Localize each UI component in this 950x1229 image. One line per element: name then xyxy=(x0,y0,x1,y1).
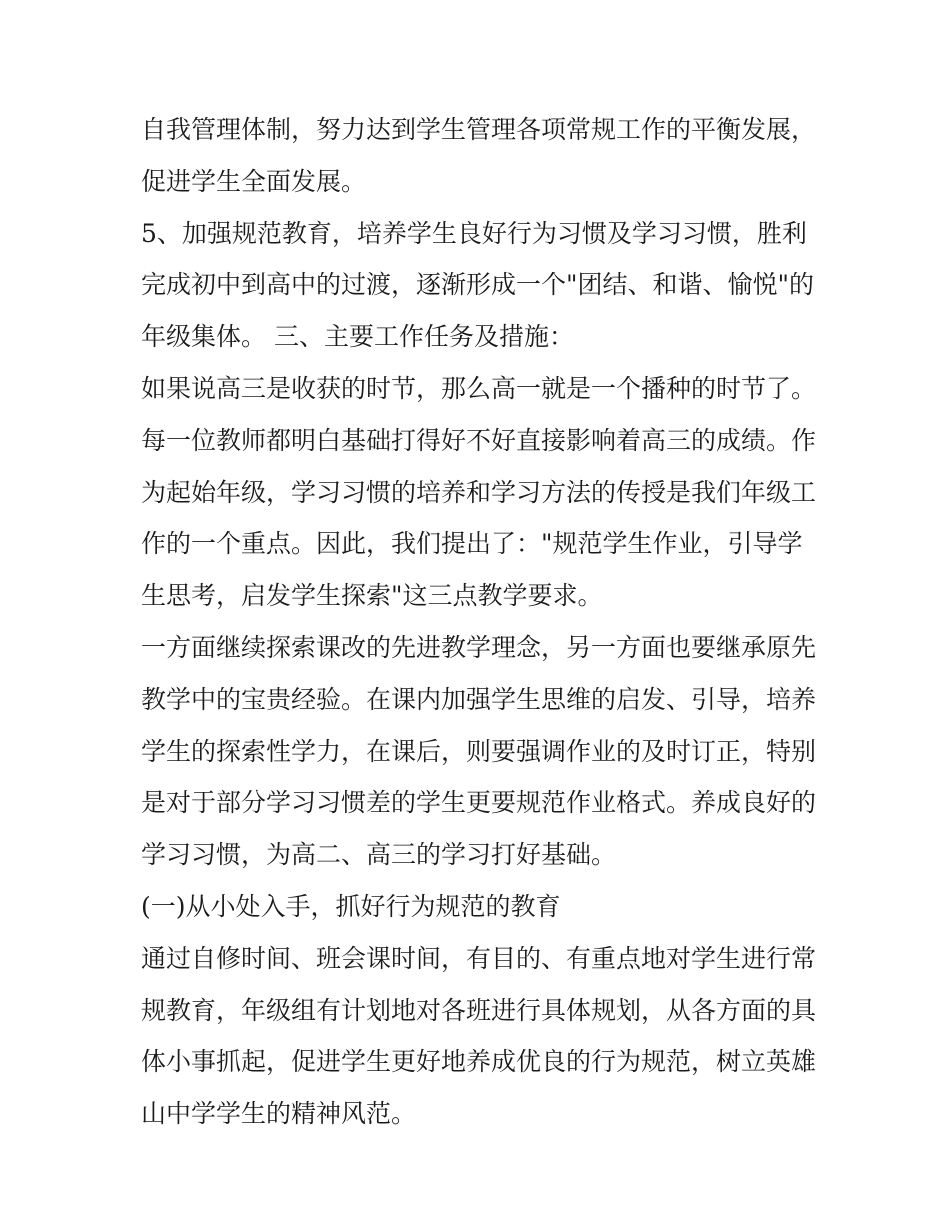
text-line: 一方面继续探索课改的先进教学理念，另一方面也要继承原先 xyxy=(141,632,817,662)
text-line: 学生的探索性学力，在课后，则要强调作业的及时订正，特别 xyxy=(141,736,817,766)
text-line: 是对于部分学习习惯差的学生更要规范作业格式。养成良好的 xyxy=(141,788,817,818)
text-line: 年级集体。 三、主要工作任务及措施： xyxy=(141,322,574,352)
text-line: 自我管理体制，努力达到学生管理各项常规工作的平衡发展， xyxy=(141,115,817,144)
text-line: 作的一个重点。因此，我们提出了："规范学生作业，引导学 xyxy=(141,529,803,559)
text-line: 5、加强规范教育，培养学生良好行为习惯及学习习惯，胜利 xyxy=(141,218,807,248)
text-line: 每一位教师都明白基础打得好不好直接影响着高三的成绩。作 xyxy=(141,425,817,455)
text-line: 生思考，启发学生探索"这三点教学要求。 xyxy=(141,581,603,611)
text-line: 为起始年级，学习习惯的培养和学习方法的传授是我们年级工 xyxy=(141,477,817,507)
text-line: 山中学学生的精神风范。 xyxy=(141,1099,417,1129)
text-line: 促进学生全面发展。 xyxy=(141,166,367,196)
text-line: 如果说高三是收获的时节，那么高一就是一个播种的时节了。 xyxy=(141,373,817,403)
document-body xyxy=(141,104,817,1140)
section-heading: (一)从小处入手，抓好行为规范的教育 xyxy=(141,891,561,921)
text-line: 通过自修时间、班会课时间，有目的、有重点地对学生进行常 xyxy=(141,943,817,973)
text-line: 学习习惯，为高二、高三的学习打好基础。 xyxy=(141,840,617,870)
text-line: 体小事抓起，促进学生更好地养成优良的行为规范，树立英雄 xyxy=(141,1047,817,1077)
text-line: 教学中的宝贵经验。在课内加强学生思维的启发、引导，培养 xyxy=(141,684,817,714)
text-line: 规教育，年级组有计划地对各班进行具体规划，从各方面的具 xyxy=(141,995,817,1025)
text-line: 完成初中到高中的过渡，逐渐形成一个"团结、和谐、愉悦"的 xyxy=(141,270,815,300)
